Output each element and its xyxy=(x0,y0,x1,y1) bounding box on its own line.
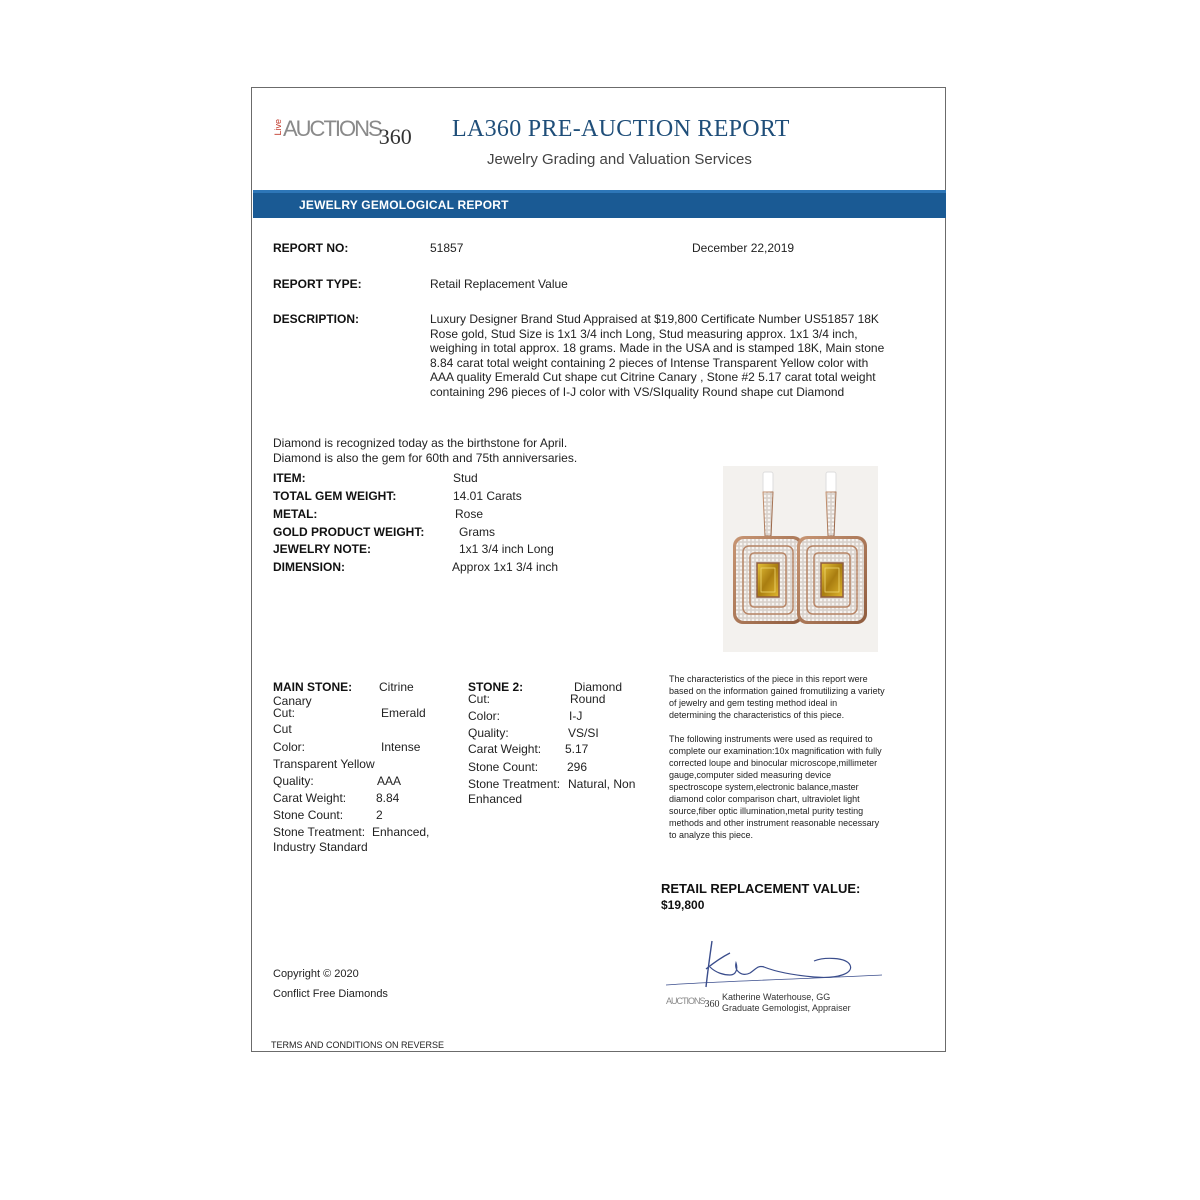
main-count-label: Stone Count: xyxy=(273,808,344,822)
spec-gem-weight-label: TOTAL GEM WEIGHT: xyxy=(273,489,397,503)
note-line: diamond color comparison chart, ultraviolet light xyxy=(669,794,860,804)
note-line: to analyze this piece. xyxy=(669,830,754,840)
section-banner xyxy=(253,190,946,218)
birthstone-note xyxy=(273,436,577,466)
report-type-value: Retail Replacement Value xyxy=(430,277,568,291)
characteristics-note xyxy=(669,673,929,721)
signature-logo xyxy=(666,996,720,1010)
main-treatment-label: Stone Treatment: xyxy=(273,825,366,839)
note-line: gauge,computer sided measuring device xyxy=(669,770,832,780)
auctions360-logo xyxy=(273,116,412,149)
description-line: Luxury Designer Brand Stud Appraised at $19,800 Certificate Number US51857 18K xyxy=(430,312,879,326)
main-color-value-cont: Transparent Yellow xyxy=(273,757,375,771)
main-stone-name-cont: Canary xyxy=(273,694,312,708)
spec-dimension-label: DIMENSION: xyxy=(273,560,345,574)
main-carat-label: Carat Weight: xyxy=(273,791,347,805)
page-title: LA360 PRE-AUCTION REPORT xyxy=(452,116,790,142)
spec-item-value: Stud xyxy=(453,471,478,485)
spec-gold-weight-value: Grams xyxy=(459,525,495,539)
main-color-value: Intense xyxy=(381,740,421,754)
report-date: December 22,2019 xyxy=(692,241,795,255)
earrings-illustration xyxy=(723,466,878,652)
description-line: 8.84 carat total weight containing 2 pieces of Intense Transparent Yellow color with xyxy=(430,355,869,370)
retail-value-label: RETAIL REPLACEMENT VALUE: xyxy=(661,881,861,896)
page-subtitle: Jewelry Grading and Valuation Services xyxy=(487,151,752,168)
main-carat-value: 8.84 xyxy=(376,791,400,805)
stone2-color-label: Color: xyxy=(468,709,501,723)
logo-auctions-text: AUCTIONS xyxy=(283,116,381,141)
birthstone-line: Diamond is recognized today as the birthstone for April. xyxy=(273,436,568,450)
stone2-cut-value: Round xyxy=(570,692,606,706)
appraiser-title: Graduate Gemologist, Appraiser xyxy=(722,1003,851,1013)
spec-jewelry-note-label: JEWELRY NOTE: xyxy=(273,542,372,556)
spec-jewelry-note-value: 1x1 3/4 inch Long xyxy=(459,542,554,556)
note-line: determining the characteristics of this piece. xyxy=(669,710,845,720)
note-line: corrected loupe and binocular microscope,millimeter xyxy=(669,758,878,768)
stone2-carat-label: Carat Weight: xyxy=(468,742,542,756)
note-line: The characteristics of the piece in this report were xyxy=(669,674,868,684)
description-line: Rose gold, Stud Size is 1x1 3/4 inch Long, Stud measuring approx. 1x1 3/4 inch, xyxy=(430,326,858,341)
stone2-count-value: 296 xyxy=(567,760,588,774)
main-stone-name: Citrine xyxy=(379,680,414,694)
stone2-name: Diamond xyxy=(574,680,623,694)
birthstone-line: Diamond is also the gem for 60th and 75th anniversaries. xyxy=(273,451,578,465)
main-quality-value: AAA xyxy=(377,774,402,788)
note-line: spectroscope system,electronic balance,master xyxy=(669,782,859,792)
main-count-value: 2 xyxy=(376,808,383,822)
appraiser-signature xyxy=(664,935,886,995)
spec-gold-weight-label: GOLD PRODUCT WEIGHT: xyxy=(273,525,425,539)
conflict-free-text: Conflict Free Diamonds xyxy=(273,988,388,1000)
report-no-value: 51857 xyxy=(430,241,464,255)
product-photo xyxy=(723,466,878,652)
logo-360-text: 360 xyxy=(378,124,412,149)
spec-gem-weight-value: 14.01 Carats xyxy=(453,489,522,503)
main-cut-value: Emerald xyxy=(381,706,426,720)
banner-label: JEWELRY GEMOLOGICAL REPORT xyxy=(299,198,509,212)
spec-metal-label: METAL: xyxy=(273,507,318,521)
description-line: AAA quality Emerald Cut shape cut Citrine Canary , Stone #2 5.17 carat total weight xyxy=(430,370,876,384)
main-cut-value-cont: Cut xyxy=(273,722,292,736)
spec-metal-value: Rose xyxy=(455,507,484,521)
terms-text: TERMS AND CONDITIONS ON REVERSE xyxy=(271,1040,445,1050)
report-no-label: REPORT NO: xyxy=(273,241,349,255)
logo-live-text: Live xyxy=(273,119,283,136)
copyright-text: Copyright © 2020 xyxy=(273,968,359,980)
note-line: The following instruments were used as required to xyxy=(669,734,873,744)
note-line: source,fiber optic illumination,metal purity testing xyxy=(669,806,864,816)
main-cut-label: Cut: xyxy=(273,706,296,720)
sig-logo-360: 360 xyxy=(704,999,720,1010)
note-line: complete our examination:10x magnification with fully xyxy=(669,746,882,756)
stone2-treatment-value: Natural, Non xyxy=(568,777,636,791)
stone2-quality-value: VS/SI xyxy=(568,726,599,740)
main-stone-label: MAIN STONE: xyxy=(273,680,353,694)
sig-logo-auctions: AUCTIONS xyxy=(666,996,705,1006)
stone2-label: STONE 2: xyxy=(468,680,524,694)
note-line: based on the information gained fromutilizing a variety xyxy=(669,686,885,696)
description-label: DESCRIPTION: xyxy=(273,312,360,326)
description-text xyxy=(430,312,895,399)
main-quality-label: Quality: xyxy=(273,774,314,788)
right-earring xyxy=(797,472,867,624)
stone2-treatment-label: Stone Treatment: xyxy=(468,777,561,791)
appraiser-credentials xyxy=(722,992,851,1014)
stone2-cut-label: Cut: xyxy=(468,692,491,706)
stone2-carat-value: 5.17 xyxy=(565,742,589,756)
description-line: weighing in total approx. 18 grams. Made in the USA and is stamped 18K, Main stone xyxy=(430,341,885,355)
main-treatment-value: Enhanced, xyxy=(372,825,430,839)
stone2-color-value: I-J xyxy=(569,709,583,723)
main-treatment-value-cont: Industry Standard xyxy=(273,840,368,854)
stone2-count-label: Stone Count: xyxy=(468,760,539,774)
instruments-note xyxy=(669,733,929,841)
left-earring xyxy=(733,472,803,624)
description-line: containing 296 pieces of I-J color with VS/SIquality Round shape cut Diamond xyxy=(430,384,845,399)
report-type-label: REPORT TYPE: xyxy=(273,277,362,291)
stone2-quality-label: Quality: xyxy=(468,726,509,740)
note-line: of jewelry and gem testing method ideal in xyxy=(669,698,838,708)
spec-dimension-value: Approx 1x1 3/4 inch xyxy=(452,560,559,574)
retail-value-amount: $19,800 xyxy=(661,898,705,912)
stone2-treatment-value-cont: Enhanced xyxy=(468,792,523,806)
spec-item-label: ITEM: xyxy=(273,471,306,485)
main-color-label: Color: xyxy=(273,740,306,754)
appraiser-name: Katherine Waterhouse, GG xyxy=(722,992,831,1002)
note-line: methods and other instrument reasonable necessary xyxy=(669,818,880,828)
